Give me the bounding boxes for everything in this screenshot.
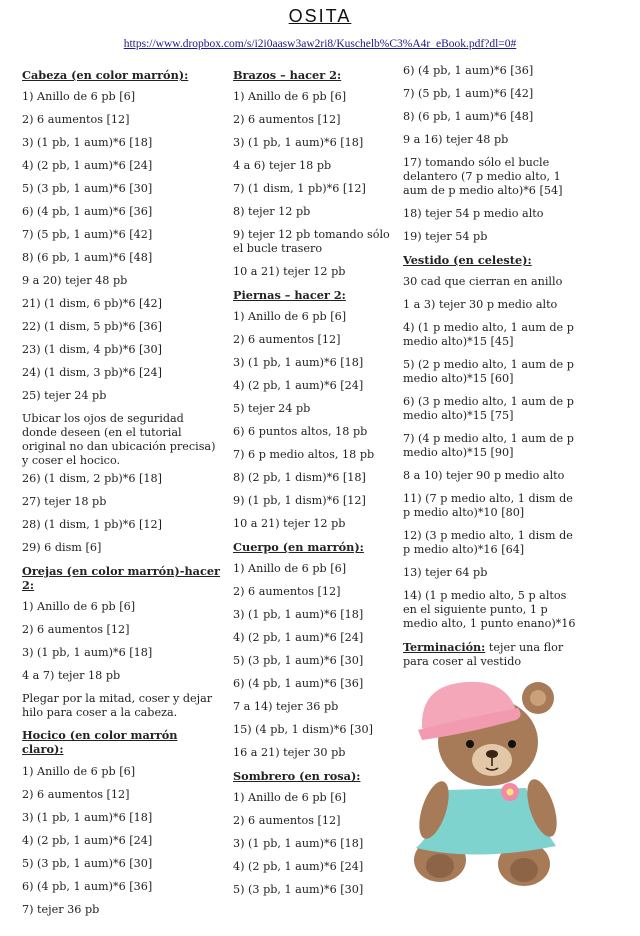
pattern-step: 5) tejer 24 pb xyxy=(233,402,311,416)
brazos-steps xyxy=(233,90,398,279)
cuerpo-steps xyxy=(233,562,398,760)
orejas-note: Plegar por la mitad, coser y dejar hilo para coser a la cabeza. xyxy=(22,692,213,720)
pattern-step: 8 a 10) tejer 90 p medio alto xyxy=(403,469,565,483)
section-heading-vestido: Vestido (en celeste): xyxy=(403,253,532,267)
pattern-step: 3) (1 pb, 1 aum)*6 [18] xyxy=(233,356,364,370)
pattern-step: 25) tejer 24 pb xyxy=(22,389,107,403)
pattern-step: 2) 6 aumentos [12] xyxy=(22,623,130,637)
pattern-step: 17) tomando sólo el bucle delantero (7 p medio alto, 1 aum de p medio alto)*6 [54] xyxy=(403,156,563,197)
pattern-step: 1) Anillo de 6 pb [6] xyxy=(22,764,136,778)
orejas-steps xyxy=(22,600,222,683)
section-heading-orejas: Orejas (en color marrón)-hacer 2: xyxy=(22,564,220,593)
cabeza-note: Ubicar los ojos de seguridad donde deseen (en el tutorial original no dan ubicación precisa) y coser el hocico. xyxy=(22,412,216,468)
pattern-step: 13) tejer 64 pb xyxy=(403,566,488,580)
document-title: OSITA xyxy=(288,6,352,26)
pattern-step: 29) 6 dism [6] xyxy=(22,541,102,555)
pattern-step: 27) tejer 18 pb xyxy=(22,495,107,509)
section-heading-hocico: Hocico (en color marrón claro): xyxy=(22,728,178,757)
bear-eye xyxy=(508,740,516,748)
pattern-step: 7 a 14) tejer 36 pb xyxy=(233,700,339,714)
pattern-step: 16 a 21) tejer 30 pb xyxy=(233,746,346,760)
column-right xyxy=(403,64,583,678)
pattern-step: 18) tejer 54 p medio alto xyxy=(403,207,544,220)
pattern-step: 4) (2 pb, 1 aum)*6 [24] xyxy=(233,860,364,874)
pattern-step: 7) (5 pb, 1 aum)*6 [42] xyxy=(403,87,534,100)
pattern-step: 4) (2 pb, 1 aum)*6 [24] xyxy=(233,379,364,393)
pattern-step: 9 a 16) tejer 48 pb xyxy=(403,133,509,146)
pattern-step: 6) 6 puntos altos, 18 pb xyxy=(233,425,368,439)
pattern-step: 3) (1 pb, 1 aum)*6 [18] xyxy=(22,646,153,660)
pattern-step: 15) (4 pb, 1 dism)*6 [30] xyxy=(233,723,373,737)
pattern-step: 5) (3 pb, 1 aum)*6 [30] xyxy=(22,182,153,196)
pattern-step: 3) (1 pb, 1 aum)*6 [18] xyxy=(22,136,153,150)
pattern-step: 3) (1 pb, 1 aum)*6 [18] xyxy=(22,810,153,824)
pattern-step: 5) (3 pb, 1 aum)*6 [30] xyxy=(233,654,364,668)
pattern-step: 7) (1 dism, 1 pb)*6 [12] xyxy=(233,182,366,196)
pattern-step: 4) (1 p medio alto, 1 aum de p medio alto)*15 [45] xyxy=(403,321,574,349)
pattern-step: 8) (6 pb, 1 aum)*6 [48] xyxy=(403,110,534,123)
pattern-step: 6) (4 pb, 1 aum)*6 [36] xyxy=(22,879,153,893)
pattern-step: 4 a 7) tejer 18 pb xyxy=(22,669,121,683)
pattern-step: 1) Anillo de 6 pb [6] xyxy=(233,310,347,324)
pattern-step: 19) tejer 54 pb xyxy=(403,230,488,243)
sombrero-steps-cont xyxy=(403,64,583,244)
pattern-step: 14) (1 p medio alto, 5 p altos en el siguiente punto, 1 p medio alto, 1 punto enano)*16 xyxy=(403,589,576,631)
pattern-step: 5) (3 pb, 1 aum)*6 [30] xyxy=(22,856,153,870)
pattern-step: 21) (1 dism, 6 pb)*6 [42] xyxy=(22,297,162,311)
pattern-step: 4) (2 pb, 1 aum)*6 [24] xyxy=(233,631,364,645)
pattern-step: 10 a 21) tejer 12 pb xyxy=(233,265,346,279)
pattern-step: 8) (2 pb, 1 dism)*6 [18] xyxy=(233,471,366,485)
pattern-step: 2) 6 aumentos [12] xyxy=(233,333,341,347)
pattern-step: 3) (1 pb, 1 aum)*6 [18] xyxy=(233,837,364,851)
pattern-step: 1) Anillo de 6 pb [6] xyxy=(233,90,347,104)
pattern-step: 6) (4 pb, 1 aum)*6 [36] xyxy=(403,64,534,77)
pattern-step: 4 a 6) tejer 18 pb xyxy=(233,159,332,173)
section-heading-cabeza: Cabeza (en color marrón): xyxy=(22,68,189,82)
pattern-step: 9) (1 pb, 1 dism)*6 [12] xyxy=(233,494,366,508)
column-left xyxy=(22,64,222,926)
pattern-step: 1) Anillo de 6 pb [6] xyxy=(233,562,347,576)
terminacion-text: tejer una flor para coser al vestido xyxy=(403,641,564,669)
section-heading-piernas: Piernas – hacer 2: xyxy=(233,288,346,303)
section-heading-cuerpo: Cuerpo (en marrón): xyxy=(233,540,364,555)
source-link[interactable]: https://www.dropbox.com/s/i2i0aasw3aw2ri8/Kuschelb%C3%A4r_eBook.pdf?dl=0# xyxy=(123,38,517,50)
pattern-step: 3) (1 pb, 1 aum)*6 [18] xyxy=(233,608,364,622)
vestido-steps xyxy=(403,275,583,631)
pattern-step: 1) Anillo de 6 pb [6] xyxy=(22,600,136,614)
pattern-step: 5) (2 p medio alto, 1 aum de p medio alto)*15 [60] xyxy=(403,358,574,386)
terminacion-line xyxy=(403,640,583,669)
bear-eye xyxy=(466,740,474,748)
pattern-step: 28) (1 dism, 1 pb)*6 [12] xyxy=(22,518,162,532)
pattern-step: 26) (1 dism, 2 pb)*6 [18] xyxy=(22,472,162,486)
section-heading-sombrero: Sombrero (en rosa): xyxy=(233,769,361,784)
pattern-step: 2) 6 aumentos [12] xyxy=(22,787,130,801)
pattern-step: 4) (2 pb, 1 aum)*6 [24] xyxy=(22,833,153,847)
pattern-step: 1) Anillo de 6 pb [6] xyxy=(22,90,136,104)
pattern-step: 11) (7 p medio alto, 1 dism de p medio alto)*10 [80] xyxy=(403,492,573,520)
column-middle xyxy=(233,64,398,906)
bear-nose xyxy=(486,750,498,758)
pattern-step: 12) (3 p medio alto, 1 dism de p medio alto)*16 [64] xyxy=(403,529,573,557)
pattern-step: 2) 6 aumentos [12] xyxy=(22,113,130,127)
pattern-step: 5) (3 pb, 1 aum)*6 [30] xyxy=(233,883,364,897)
pattern-step: 1 a 3) tejer 30 p medio alto xyxy=(403,298,558,312)
cabeza-steps xyxy=(22,90,222,403)
pattern-step: 8) (6 pb, 1 aum)*6 [48] xyxy=(22,251,153,265)
terminacion-label: Terminación: xyxy=(403,640,486,655)
pattern-step: 7) (4 p medio alto, 1 aum de p medio alto)*15 [90] xyxy=(403,432,574,460)
pattern-step: 6) (3 p medio alto, 1 aum de p medio alto)*15 [75] xyxy=(403,395,574,423)
section-heading-brazos: Brazos – hacer 2: xyxy=(233,68,342,82)
hocico-steps xyxy=(22,765,222,917)
teddy-bear-photo xyxy=(406,680,582,894)
pattern-step: 3) (1 pb, 1 aum)*6 [18] xyxy=(233,136,364,150)
pattern-step: 2) 6 aumentos [12] xyxy=(233,814,341,828)
pattern-step: 8) tejer 12 pb xyxy=(233,205,311,219)
pattern-step: 2) 6 aumentos [12] xyxy=(233,113,341,127)
pattern-step: 7) 6 p medio altos, 18 pb xyxy=(233,448,375,462)
pattern-step: 9) tejer 12 pb tomando sólo el bucle trasero xyxy=(233,228,390,256)
cabeza-steps-after xyxy=(22,472,222,555)
pattern-step: 4) (2 pb, 1 aum)*6 [24] xyxy=(22,159,153,173)
pattern-step: 22) (1 dism, 5 pb)*6 [36] xyxy=(22,320,162,334)
pattern-step: 6) (4 pb, 1 aum)*6 [36] xyxy=(233,677,364,691)
pattern-step: 9 a 20) tejer 48 pb xyxy=(22,274,128,288)
pattern-step: 24) (1 dism, 3 pb)*6 [24] xyxy=(22,366,162,380)
sombrero-steps xyxy=(233,791,398,897)
pattern-step: 6) (4 pb, 1 aum)*6 [36] xyxy=(22,205,153,219)
pattern-step: 10 a 21) tejer 12 pb xyxy=(233,517,346,531)
pattern-step: 1) Anillo de 6 pb [6] xyxy=(233,791,347,805)
pattern-step: 23) (1 dism, 4 pb)*6 [30] xyxy=(22,343,162,357)
pattern-step: 2) 6 aumentos [12] xyxy=(233,585,341,599)
pattern-step: 30 cad que cierran en anillo xyxy=(403,275,563,289)
piernas-steps xyxy=(233,310,398,531)
pattern-step: 7) tejer 36 pb xyxy=(22,902,100,916)
pattern-step: 7) (5 pb, 1 aum)*6 [42] xyxy=(22,228,153,242)
